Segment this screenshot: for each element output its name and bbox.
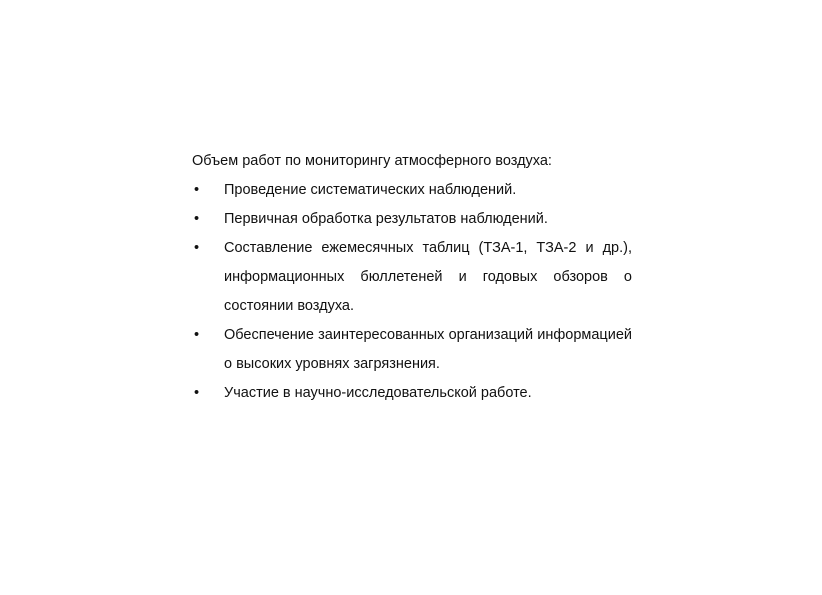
list-item-text: Составление ежемесячных таблиц (ТЗА-1, ТЗА-2 и др.), информационных бюллетеней и годовых обзоров о состоянии воздуха. [224,240,632,314]
bullet-icon: • [194,327,200,343]
list-item-text: Обеспечение заинтересованных организаций информацией о высоких уровнях загрязнения. [224,327,632,372]
bullet-icon: • [194,182,200,198]
list-item [192,234,632,321]
section-heading: Объем работ по мониторингу атмосферного воздуха: [192,153,552,169]
list-item-text: Участие в научно-исследовательской работе. [224,385,532,401]
list-item-text: Первичная обработка результатов наблюдений. [224,211,548,227]
list-item [192,176,632,205]
bullet-icon: • [194,385,200,401]
bullet-list [192,176,632,408]
list-item [192,205,632,234]
list-item [192,379,632,408]
text-block [192,147,632,408]
bullet-icon: • [194,240,200,256]
list-item [192,321,632,379]
list-item-text: Проведение систематических наблюдений. [224,182,517,198]
bullet-icon: • [194,211,200,227]
